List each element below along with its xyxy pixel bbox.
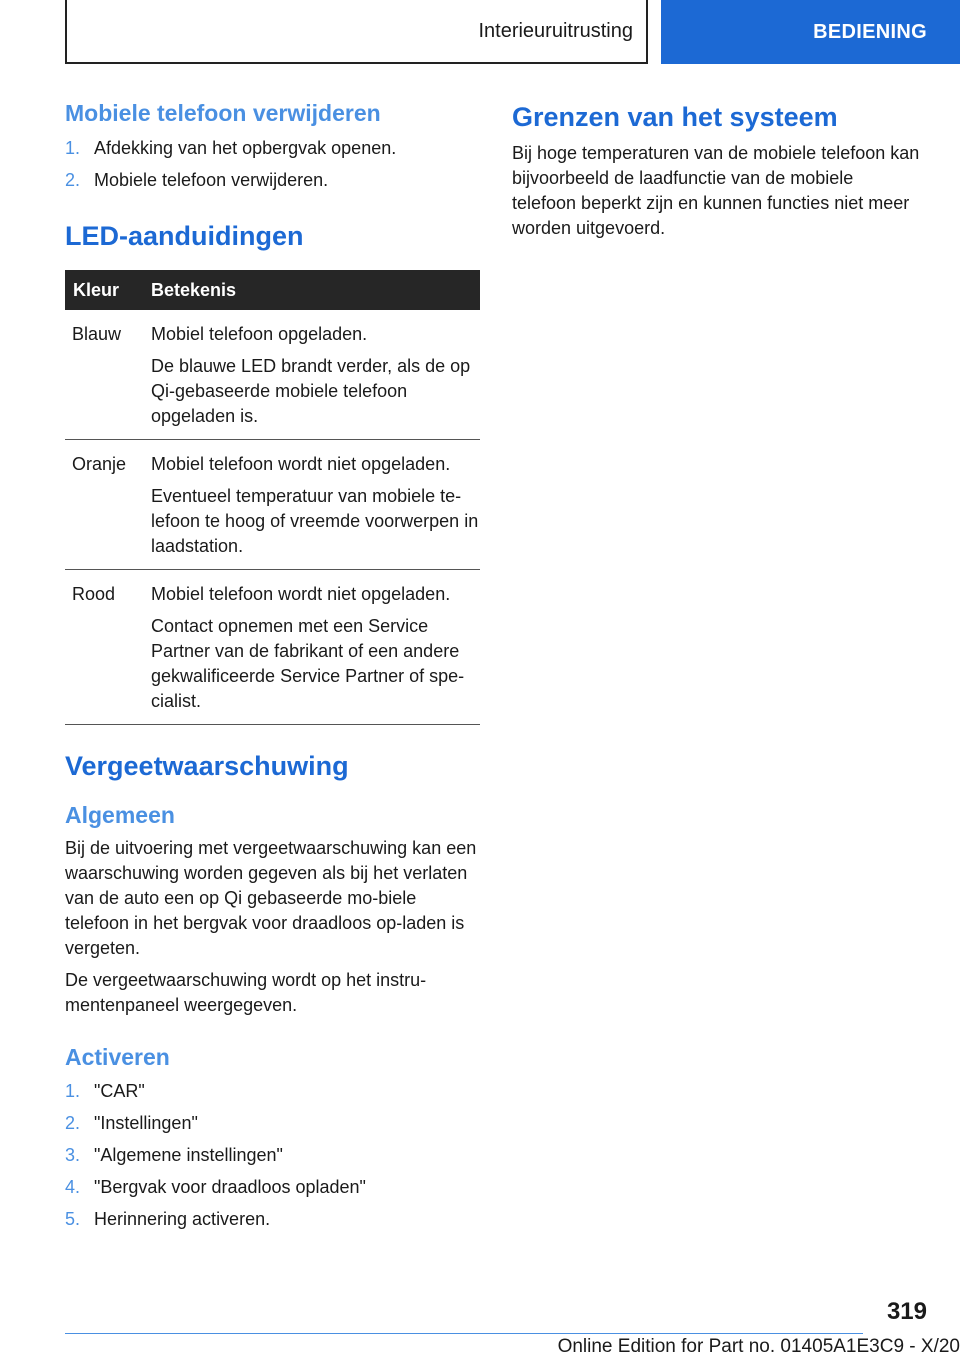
forget-paragraph: Bij de uitvoering met vergeetwaarschuwing kan een waarschuwing worden gegeven als bij het verlaten van de auto een op Qi gebaseerde mo-biele telefoon in het bergvak voor draadloos op-laden is vergeten. (65, 838, 477, 958)
table-row (65, 570, 480, 725)
table-cell-meaning: Mobiel telefoon wordt niet opgeladen. Eventueel temperatuur van mobiele te-lefoon te hoog of vreemde voorwerpen in laadstation. (143, 440, 480, 570)
remove-steps (65, 136, 480, 193)
list-item: 2. "Instellingen" (65, 1113, 198, 1133)
table-cell-color: Blauw (65, 310, 143, 440)
led-heading: LED-aanduidingen (65, 221, 304, 251)
header-chapter-tab (661, 0, 960, 64)
activate-steps (65, 1079, 480, 1232)
table-cell-meaning: Mobiel telefoon opgeladen. De blauwe LED brandt verder, als de op Qi-gebaseerde mobiele telefoon opgeladen is. (143, 310, 480, 440)
list-item: 1. Afdekking van het opbergvak openen. (65, 138, 397, 158)
table-cell-color: Oranje (65, 440, 143, 570)
general-subheading: Algemeen (65, 802, 175, 828)
list-item: 4. "Bergvak voor draadloos opladen" (65, 1177, 366, 1197)
table-cell-color: Rood (65, 570, 143, 725)
footer-divider (65, 1333, 863, 1334)
left-column (65, 100, 480, 1239)
table-header: Kleur (65, 270, 143, 310)
table-row (65, 440, 480, 570)
list-item: 5. Herinnering activeren. (65, 1209, 271, 1229)
forget-paragraph: De vergeetwaarschuwing wordt op het instru-mentenpaneel weergegeven. (65, 970, 427, 1015)
table-header: Betekenis (143, 270, 480, 310)
table-header-row (65, 270, 480, 310)
page-number: 319 (886, 1298, 927, 1325)
led-table (65, 270, 480, 725)
list-item: 2. Mobiele telefoon verwijderen. (65, 170, 329, 190)
forget-heading: Vergeetwaarschuwing (65, 751, 349, 781)
table-row (65, 310, 480, 440)
footer-edition: Online Edition for Part no. 01405A1E3C9 - X/20 (557, 1336, 960, 1357)
chapter-label: BEDIENING (813, 20, 927, 43)
limits-paragraph: Bij hoge temperaturen van de mobiele telefoon kan bijvoorbeeld de laadfunctie van de mobiele telefoon beperkt zijn en kunnen functies niet meer worden uitgevoerd. (512, 143, 920, 238)
activate-subheading: Activeren (65, 1044, 170, 1070)
table-cell-meaning: Mobiel telefoon wordt niet opgeladen. Contact opnemen met een Service Partner van de fabrikant of een andere gekwalificeerde Service Partner of spe-cialist. (143, 570, 480, 725)
right-column (512, 102, 922, 241)
limits-heading: Grenzen van het systeem (512, 102, 838, 132)
section-label: Interieuruitrusting (478, 19, 633, 42)
remove-heading: Mobiele telefoon verwijderen (65, 100, 381, 126)
list-item: 3. "Algemene instellingen" (65, 1145, 283, 1165)
header-section-title (65, 0, 648, 64)
list-item: 1. "CAR" (65, 1081, 145, 1101)
